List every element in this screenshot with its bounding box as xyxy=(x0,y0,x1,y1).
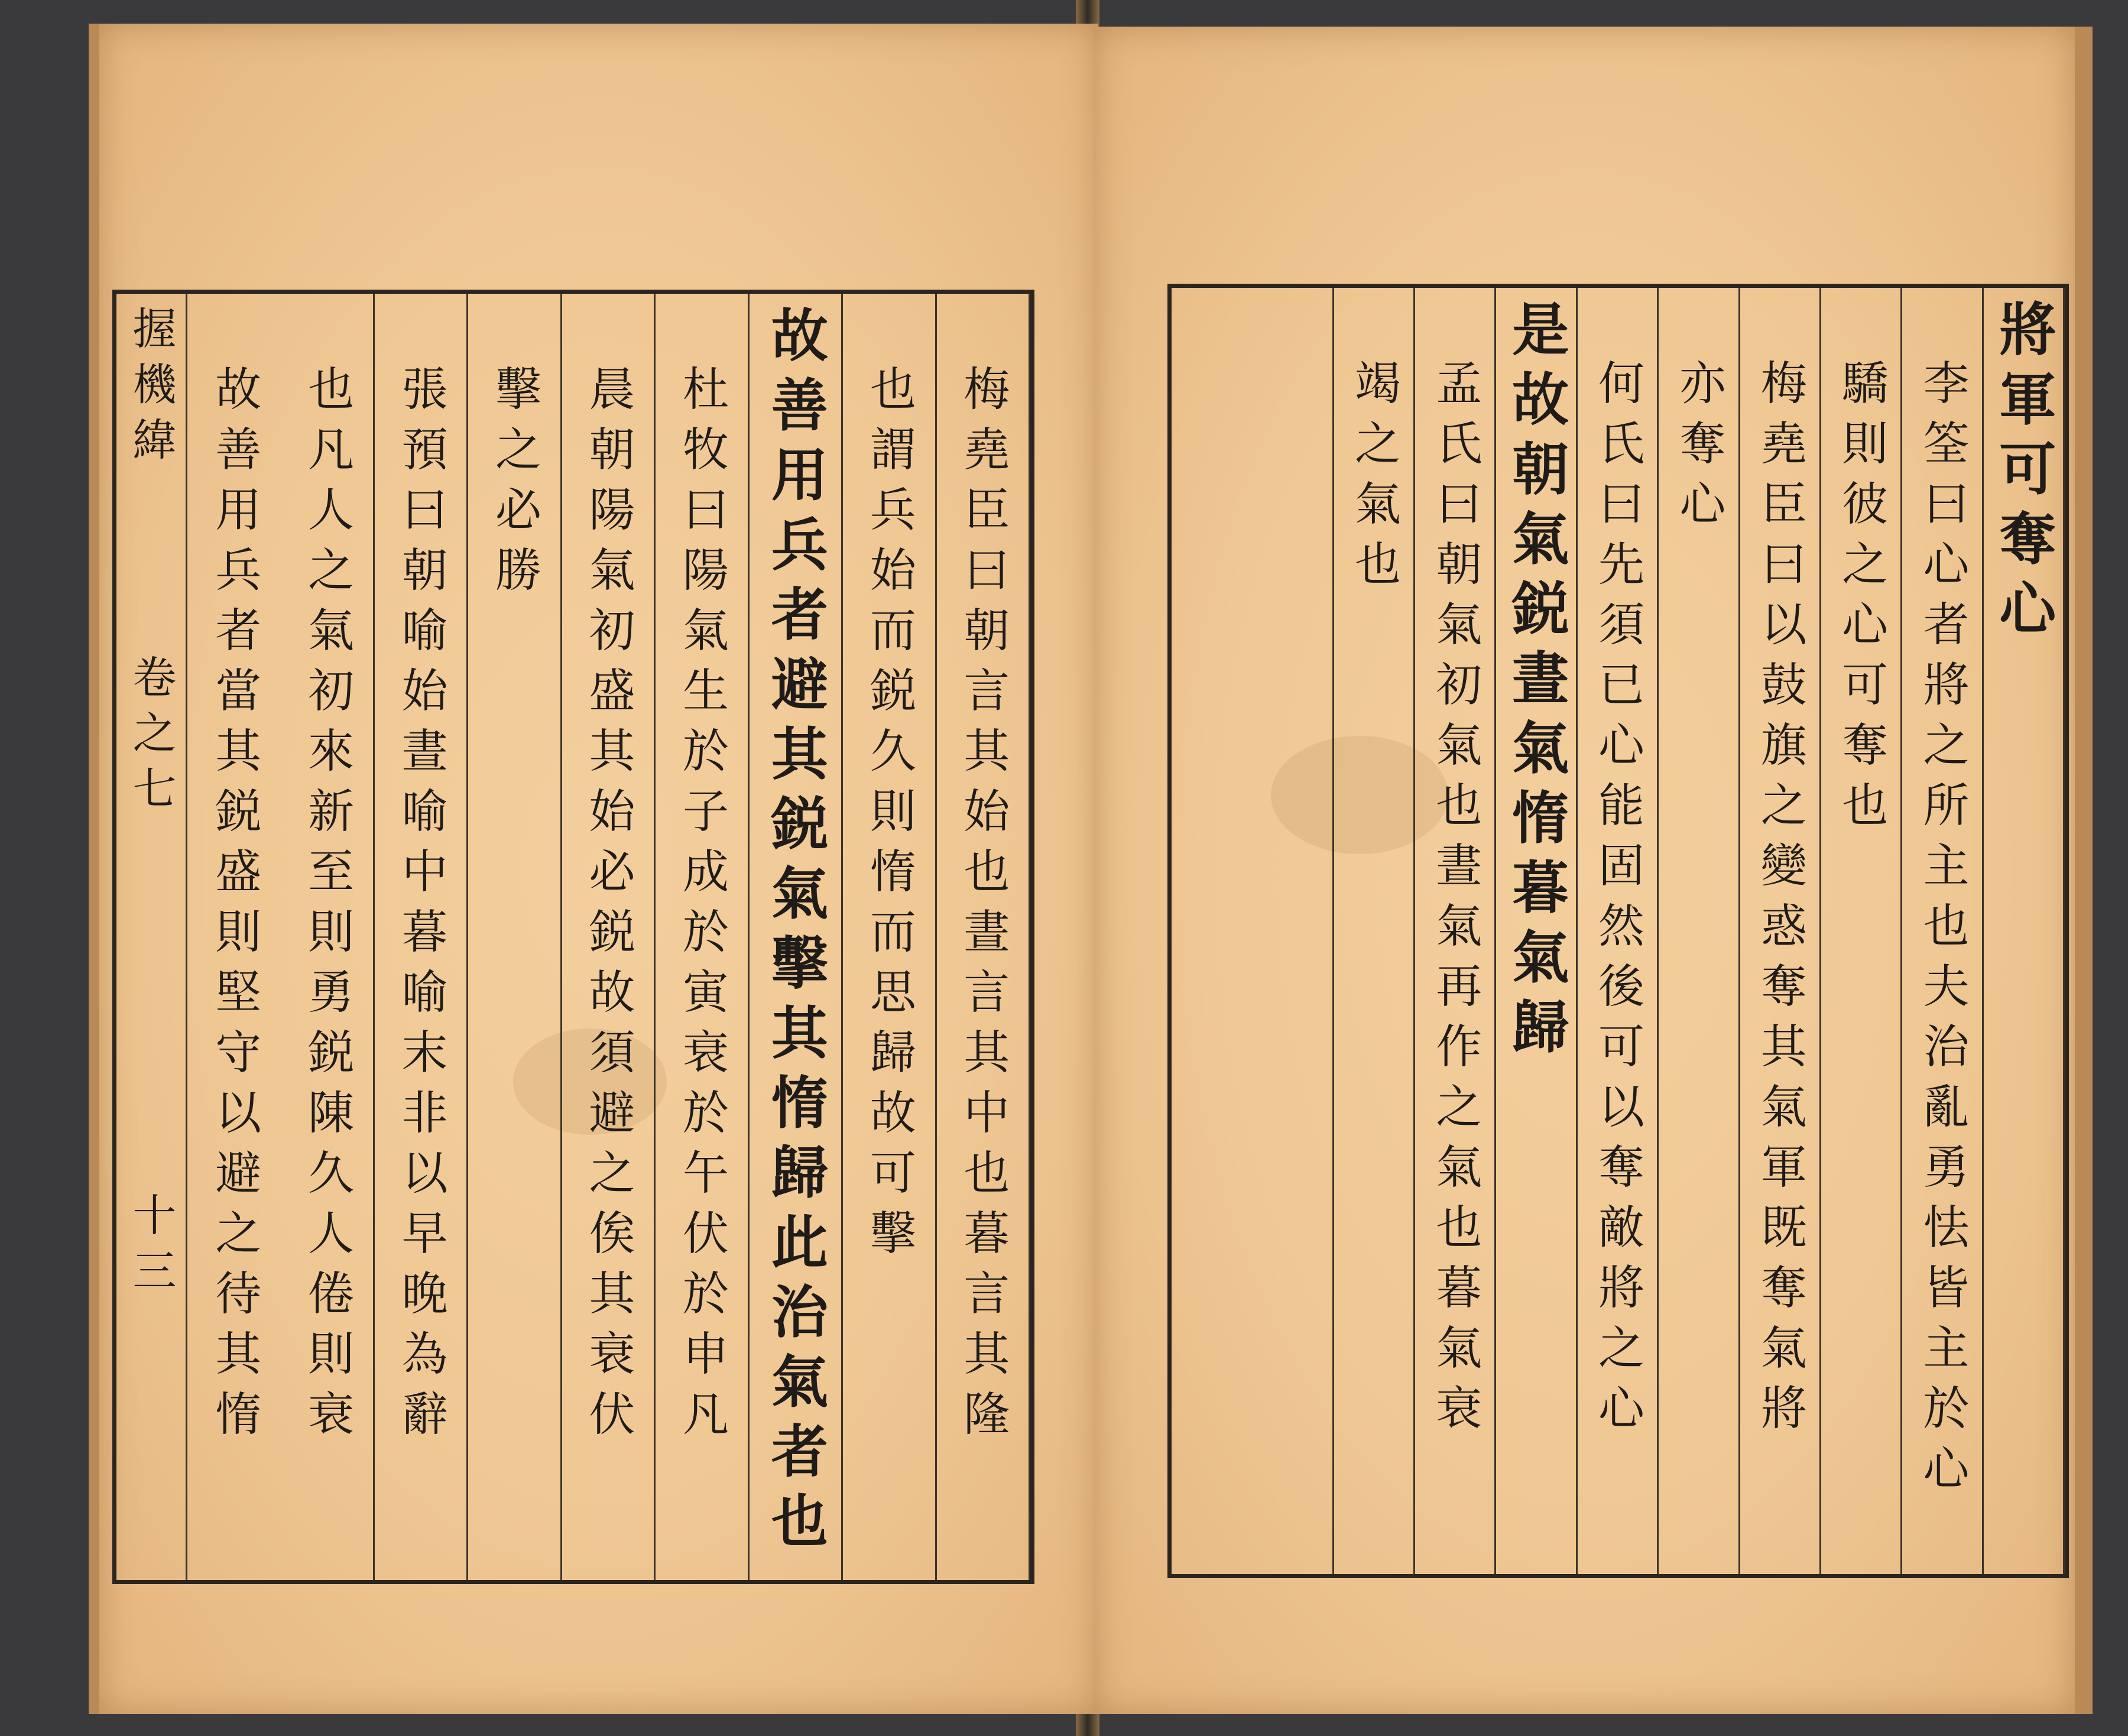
left-page-column-text: 杜牧曰陽氣生於子成於寅衰於午伏於申凡 xyxy=(674,365,728,1450)
folio-number: 十三 xyxy=(125,1192,177,1303)
left-page-column xyxy=(562,294,656,1580)
right-page-column-text: 竭之氣也 xyxy=(1347,359,1400,600)
right-page-column xyxy=(1334,288,1415,1574)
right-page-column-text: 梅堯臣曰以鼓旗之變惑奪其氣軍既奪氣將 xyxy=(1753,359,1806,1444)
right-page-column xyxy=(1821,288,1902,1574)
volume-label: 卷之七 xyxy=(125,654,177,821)
right-page-column xyxy=(1984,288,2065,1574)
right-page-column xyxy=(1740,288,1821,1574)
right-page-column-text: 將軍可奪心 xyxy=(1990,300,2057,648)
right-page-column-text: 孟氏曰朝氣初氣也晝氣再作之氣也暮氣衰 xyxy=(1428,359,1482,1444)
left-page-column-text: 梅堯臣曰朝言其始也晝言其中也暮言其隆 xyxy=(956,365,1010,1450)
right-page-column xyxy=(1659,288,1740,1574)
right-page-column-text: 李筌曰心者將之所主也夫治亂勇怯皆主於心 xyxy=(1915,359,1969,1504)
right-page-column xyxy=(1496,288,1577,1574)
left-page-column xyxy=(375,294,468,1580)
left-page-column xyxy=(468,294,562,1580)
left-page-column-text: 擊之必勝 xyxy=(488,365,541,606)
right-page-column xyxy=(1253,288,1334,1574)
left-page-column-text: 也謂兵始而鋭久則惰而思歸故可擊 xyxy=(862,365,916,1269)
right-page-column-text: 是故朝氣鋭晝氣惰暮氣歸 xyxy=(1503,300,1570,1067)
left-text-frame xyxy=(112,290,1034,1584)
left-margin-column xyxy=(116,294,187,1580)
left-page-column xyxy=(937,294,1030,1580)
left-page-column xyxy=(187,294,281,1580)
right-text-frame xyxy=(1167,284,2069,1578)
right-page-column xyxy=(1578,288,1659,1574)
left-page-column xyxy=(750,294,843,1580)
left-page-column-text: 故善用兵者避其鋭氣擊其惰歸此治氣者也 xyxy=(762,306,829,1561)
left-page-column xyxy=(843,294,936,1580)
right-page-column xyxy=(1902,288,1983,1574)
left-page-column-text: 也凡人之氣初來新至則勇鋭陳久人倦則衰 xyxy=(300,365,354,1450)
right-page-column xyxy=(1172,288,1253,1574)
left-page-column-text: 故善用兵者當其鋭盛則堅守以避之待其惰 xyxy=(207,365,261,1450)
left-page-column xyxy=(281,294,374,1580)
right-page-column xyxy=(1415,288,1496,1574)
book-title: 握機緯 xyxy=(125,306,177,472)
left-page-column-text: 晨朝陽氣初盛其始必鋭故須避之俟其衰伏 xyxy=(581,365,635,1450)
left-page-column-text: 張預曰朝喻始晝喻中暮喻末非以早晚為辭 xyxy=(394,365,447,1450)
right-page-column-text: 驕則彼之心可奪也 xyxy=(1834,359,1888,841)
right-page-column-text: 亦奪心 xyxy=(1672,359,1725,540)
right-page-column-text: 何氏曰先須已心能固然後可以奪敵將之心 xyxy=(1590,359,1644,1444)
left-page-column xyxy=(656,294,749,1580)
